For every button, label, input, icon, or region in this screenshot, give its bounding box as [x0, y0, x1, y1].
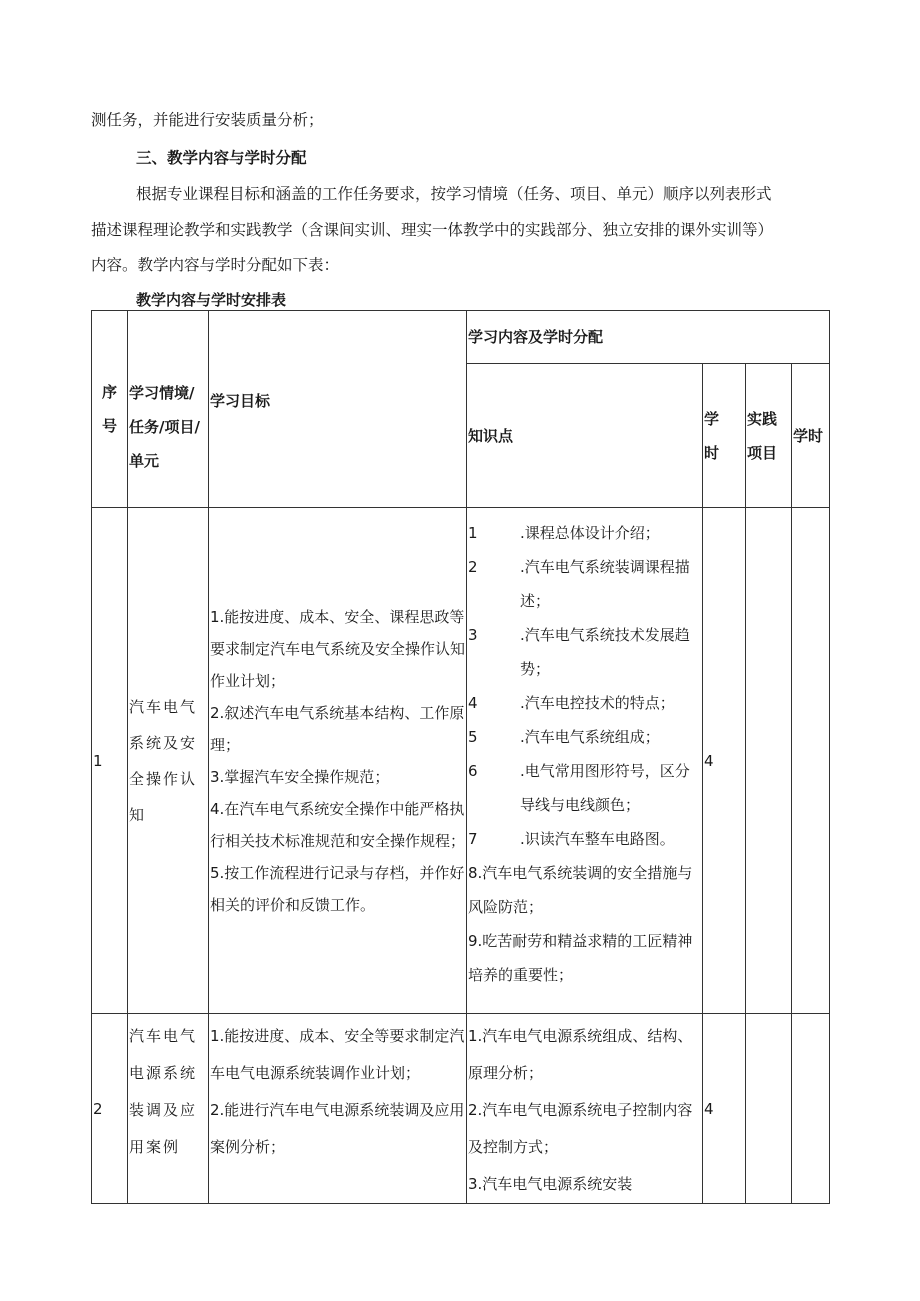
header-hours: 学时: [703, 364, 746, 508]
row-knowledge: [467, 1014, 703, 1204]
intro-line: 测任务，并能进行安装质量分析；: [91, 111, 324, 129]
objective-item: 1.能按进度、成本、安全等要求制定汽车电气电源系统装调作业计划；: [210, 1027, 465, 1082]
row-objectives: [209, 1014, 467, 1204]
objective-item: 4.在汽车电气系统安全操作中能严格执行相关技术标准规范和安全操作规程；: [210, 799, 466, 850]
objective-item: 2.叙述汽车电气系统基本结构、工作原理；: [210, 703, 465, 754]
row-objectives: [209, 508, 467, 1014]
row-seq: 1: [92, 508, 128, 1014]
header-practice-hours: 学时: [792, 364, 830, 508]
knowledge-item: 2 .汽车电气系统装调课程描述；: [468, 558, 690, 610]
header-objectives: 学习目标: [209, 311, 467, 508]
header-practice: 实践项目: [746, 364, 792, 508]
knowledge-item: 7 .识读汽车整车电路图。: [468, 830, 675, 848]
knowledge-item: 1.汽车电气电源系统组成、结构、原理分析；: [468, 1027, 693, 1082]
row-hours: 4: [703, 1014, 746, 1204]
paragraph-line-2: 描述课程理论教学和实践教学（含课间实训、理实一体教学中的实践部分、独立安排的课外实训等）: [91, 221, 774, 239]
knowledge-item: 3.汽车电气电源系统安装: [468, 1175, 633, 1193]
header-seq: 序号: [92, 311, 128, 508]
knowledge-item: 9.吃苦耐劳和精益求精的工匠精神培养的重要性；: [468, 932, 693, 984]
knowledge-item: 2.汽车电气电源系统电子控制内容及控制方式；: [468, 1101, 693, 1156]
row-seq: 2: [92, 1014, 128, 1204]
knowledge-item: 1 .课程总体设计介绍；: [468, 524, 660, 542]
row-practice: [746, 1014, 792, 1204]
objective-item: 5.按工作流程进行记录与存档，并作好相关的评价和反馈工作。: [210, 863, 465, 914]
row-practice-hours: [792, 1014, 830, 1204]
row-practice-hours: [792, 508, 830, 1014]
table-row: [92, 508, 830, 1014]
knowledge-item: 5 .汽车电气系统组成；: [468, 728, 660, 746]
table-caption: 教学内容与学时安排表: [136, 291, 287, 309]
header-group: 学习内容及学时分配: [467, 311, 830, 364]
objective-item: 3.掌握汽车安全操作规范；: [210, 767, 390, 786]
row-practice: [746, 508, 792, 1014]
objective-item: 2.能进行汽车电气电源系统装调及应用案例分析；: [210, 1101, 465, 1156]
knowledge-item: 3 .汽车电气系统技术发展趋势；: [468, 626, 690, 678]
objective-item: 1.能按进度、成本、安全、课程思政等要求制定汽车电气系统及安全操作认知作业计划；: [210, 607, 466, 690]
section-title: 三、教学内容与学时分配: [136, 149, 307, 167]
knowledge-item: 6 .电气常用图形符号，区分导线与电线颜色；: [468, 762, 690, 814]
knowledge-item: 4 .汽车电控技术的特点；: [468, 694, 675, 712]
row-knowledge: [467, 508, 703, 1014]
paragraph-line-1: 根据专业课程目标和涵盖的工作任务要求，按学习情境（任务、项目、单元）顺序以列表形式: [136, 185, 772, 203]
paragraph-line-3: 内容。教学内容与学时分配如下表：: [91, 256, 340, 274]
schedule-table: [91, 310, 830, 1204]
row-hours: 4: [703, 508, 746, 1014]
knowledge-item: 8.汽车电气系统装调的安全措施与风险防范；: [468, 864, 693, 916]
row-scenario: 汽车电气电源系统装调及应用案例: [128, 1014, 209, 1204]
header-scenario: 学习情境/任务/项目/单元: [128, 311, 209, 508]
header-knowledge: 知识点: [467, 364, 703, 508]
table-row: [92, 1014, 830, 1204]
row-scenario: 汽车电气系统及安全操作认知: [128, 508, 209, 1014]
